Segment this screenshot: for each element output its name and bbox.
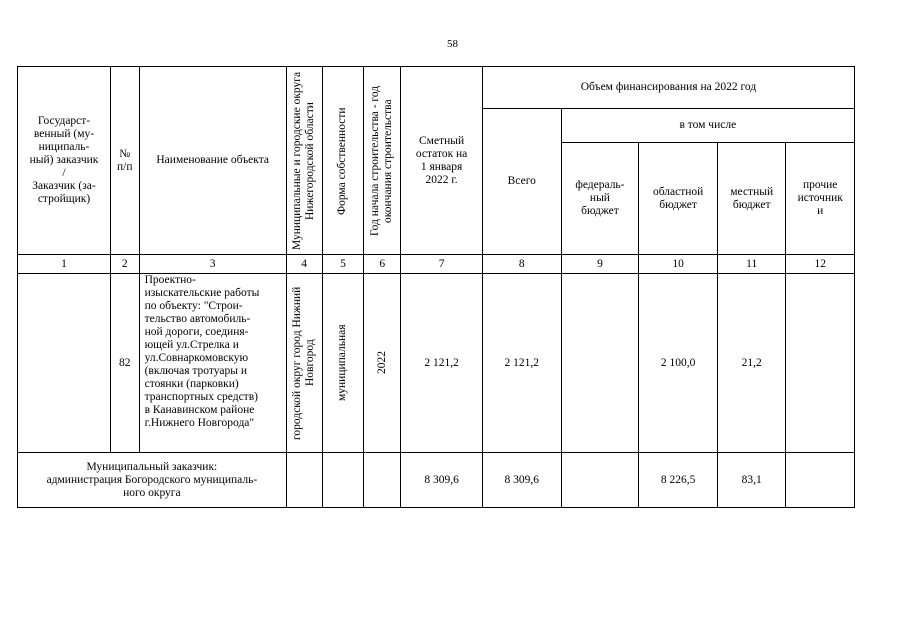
row-ownership: муниципальная (322, 274, 364, 453)
column-number: 8 (482, 255, 561, 274)
row-num: 82 (110, 274, 139, 453)
header-customer: Государст- венный (му- ниципаль- ный) заказчик / Заказчик (за- стройщик) (18, 67, 111, 255)
summary-row (18, 453, 855, 508)
row-years: 2022 (364, 274, 401, 453)
column-number: 7 (401, 255, 483, 274)
header-estimate: Сметный остаток на 1 января 2022 г. (401, 67, 483, 255)
row-municipality: городской округ город Нижний Новгород (286, 274, 322, 453)
header-funding: Объем финансирования на 2022 год (482, 67, 854, 109)
summary-empty (364, 453, 401, 508)
header-local: местный бюджет (717, 143, 785, 255)
summary-empty (286, 453, 322, 508)
table-row (18, 274, 855, 453)
row-estimate: 2 121,2 (401, 274, 483, 453)
column-number: 11 (717, 255, 785, 274)
column-number: 6 (364, 255, 401, 274)
header-other: прочие источник и (786, 143, 855, 255)
row-federal (561, 274, 639, 453)
summary-federal (561, 453, 639, 508)
header-regional: областной бюджет (639, 143, 718, 255)
header-object-name: Наименование объекта (139, 67, 286, 255)
header-ownership: Форма собственности (322, 67, 364, 255)
summary-label: Муниципальный заказчик: администрация Богородского муниципаль- ного округа (18, 453, 287, 508)
column-number: 10 (639, 255, 718, 274)
header-years: Год начала строительства - год окончания строительства (364, 67, 401, 255)
summary-regional: 8 226,5 (639, 453, 718, 508)
row-local: 21,2 (717, 274, 785, 453)
column-number: 12 (786, 255, 855, 274)
summary-other (786, 453, 855, 508)
financing-table (17, 66, 855, 508)
summary-estimate: 8 309,6 (401, 453, 483, 508)
header-municipality: Муниципальные и городские округа Нижегородской области (286, 67, 322, 255)
column-number: 2 (110, 255, 139, 274)
header-federal: федераль- ный бюджет (561, 143, 639, 255)
summary-total: 8 309,6 (482, 453, 561, 508)
column-number: 1 (18, 255, 111, 274)
row-customer (18, 274, 111, 453)
header-num: № п/п (110, 67, 139, 255)
column-number: 4 (286, 255, 322, 274)
column-number: 5 (322, 255, 364, 274)
row-total: 2 121,2 (482, 274, 561, 453)
row-object-name: Проектно- изыскательские работы по объекту: "Строи- тельство автомобиль- ной дороги, соединя- ющей ул.Стрелка и ул.Совнаркомовскую (включая тротуары и стоянки (парковки) транспортных средств) в Канавинском районе г.Нижнего Новгорода" (139, 274, 286, 453)
summary-local: 83,1 (717, 453, 785, 508)
header-total: Всего (482, 109, 561, 255)
row-regional: 2 100,0 (639, 274, 718, 453)
summary-empty (322, 453, 364, 508)
column-number: 9 (561, 255, 639, 274)
header-including: в том числе (561, 109, 854, 143)
column-number: 3 (139, 255, 286, 274)
row-other (786, 274, 855, 453)
page-number: 58 (447, 38, 458, 50)
